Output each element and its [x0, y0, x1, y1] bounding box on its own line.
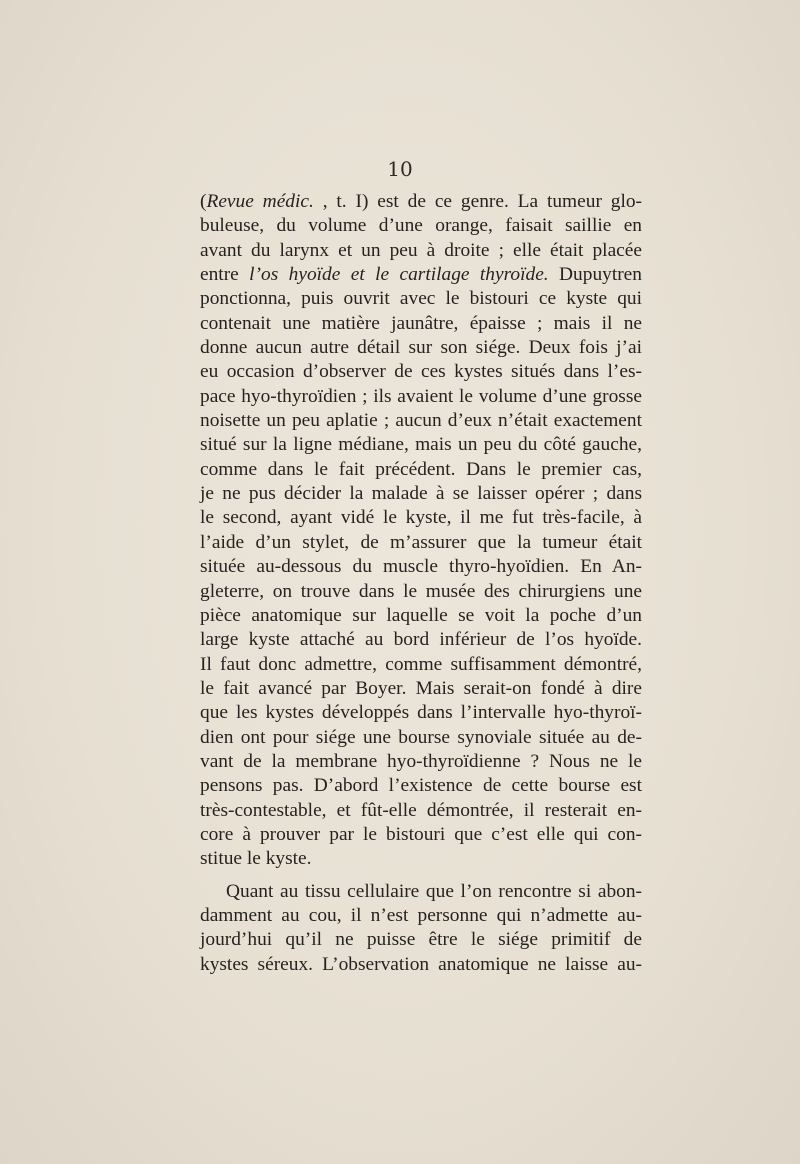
text-line: pièce anatomique sur laquelle se voit la poche d’un — [200, 604, 642, 626]
text-line: Il faut donc admettre, comme suffisamment démontré, — [200, 653, 642, 675]
text-line: core à prouver par le bistouri que c’est elle qui con- — [200, 823, 642, 845]
text-line: buleuse, du volume d’une orange, faisait saillie en — [200, 215, 642, 237]
text-line: kystes séreux. L’observation anatomique ne laisse au- — [200, 953, 642, 975]
text-line: situé sur la ligne médiane, mais un peu du côté gauche, — [200, 434, 642, 456]
text-line: pensons pas. D’abord l’existence de cette bourse est — [200, 775, 642, 797]
text-line: noisette un peu aplatie ; aucun d’eux n’était exactement — [200, 410, 642, 432]
paragraph-1 — [200, 190, 642, 872]
text-line: le fait avancé par Boyer. Mais serait-on fondé à dire — [200, 677, 642, 699]
text-line: jourd’hui qu’il ne puisse être le siége primitif de — [200, 929, 642, 951]
text-line: eu occasion d’observer de ces kystes situés dans l’es- — [200, 361, 642, 383]
text-line: pace hyo-thyroïdien ; ils avaient le volume d’une grosse — [200, 385, 642, 407]
text-line: (Revue médic. , t. I) est de ce genre. La tumeur glo- — [200, 191, 642, 212]
text-line: damment au cou, il n’est personne qui n’admette au- — [200, 904, 642, 926]
text-line: entre l’os hyoïde et le cartilage thyroïde. Dupuytren — [200, 264, 642, 286]
text-line: stitue le kyste. — [200, 848, 312, 870]
text-line: que les kystes développés dans l’intervalle hyo-thyroï- — [200, 702, 642, 724]
text-line: le second, ayant vidé le kyste, il me fut très-facile, à — [200, 507, 642, 529]
text-line: située au-dessous du muscle thyro-hyoïdien. En An- — [200, 556, 642, 578]
body-text — [200, 190, 642, 977]
text-line: ponctionna, puis ouvrit avec le bistouri ce kyste qui — [200, 288, 642, 310]
text-line: dien ont pour siége une bourse synoviale située au de- — [200, 726, 642, 748]
text-line: contenait une matière jaunâtre, épaisse ; mais il ne — [200, 312, 642, 334]
text-line: donne aucun autre détail sur son siége. Deux fois j’ai — [200, 337, 642, 359]
paragraph-2 — [200, 880, 642, 977]
text-line: gleterre, on trouve dans le musée des chirurgiens une — [200, 580, 642, 602]
text-line: large kyste attaché au bord inférieur de l’os hyoïde. — [200, 629, 642, 651]
anatomy-italic: l’os hyoïde et le cartilage thyroïde. — [249, 264, 549, 286]
text-line: vant de la membrane hyo-thyroïdienne ? Nous ne le — [200, 750, 642, 772]
page-number: 10 — [387, 157, 413, 181]
text-line: avant du larynx et un peu à droite ; elle était placée — [200, 239, 642, 261]
text-line: comme dans le fait précédent. Dans le premier cas, — [200, 458, 642, 480]
citation-italic: Revue médic. — [206, 191, 314, 212]
text-line: je ne pus décider la malade à se laisser opérer ; dans — [200, 483, 642, 505]
text-line: très-contestable, et fût-elle démontrée, il resterait en- — [200, 799, 642, 821]
text-line: Quant au tissu cellulaire que l’on rencontre si abon- — [226, 880, 642, 902]
paragraph-gap — [200, 872, 642, 880]
text-line: l’aide d’un stylet, de m’assurer que la tumeur était — [200, 531, 642, 553]
